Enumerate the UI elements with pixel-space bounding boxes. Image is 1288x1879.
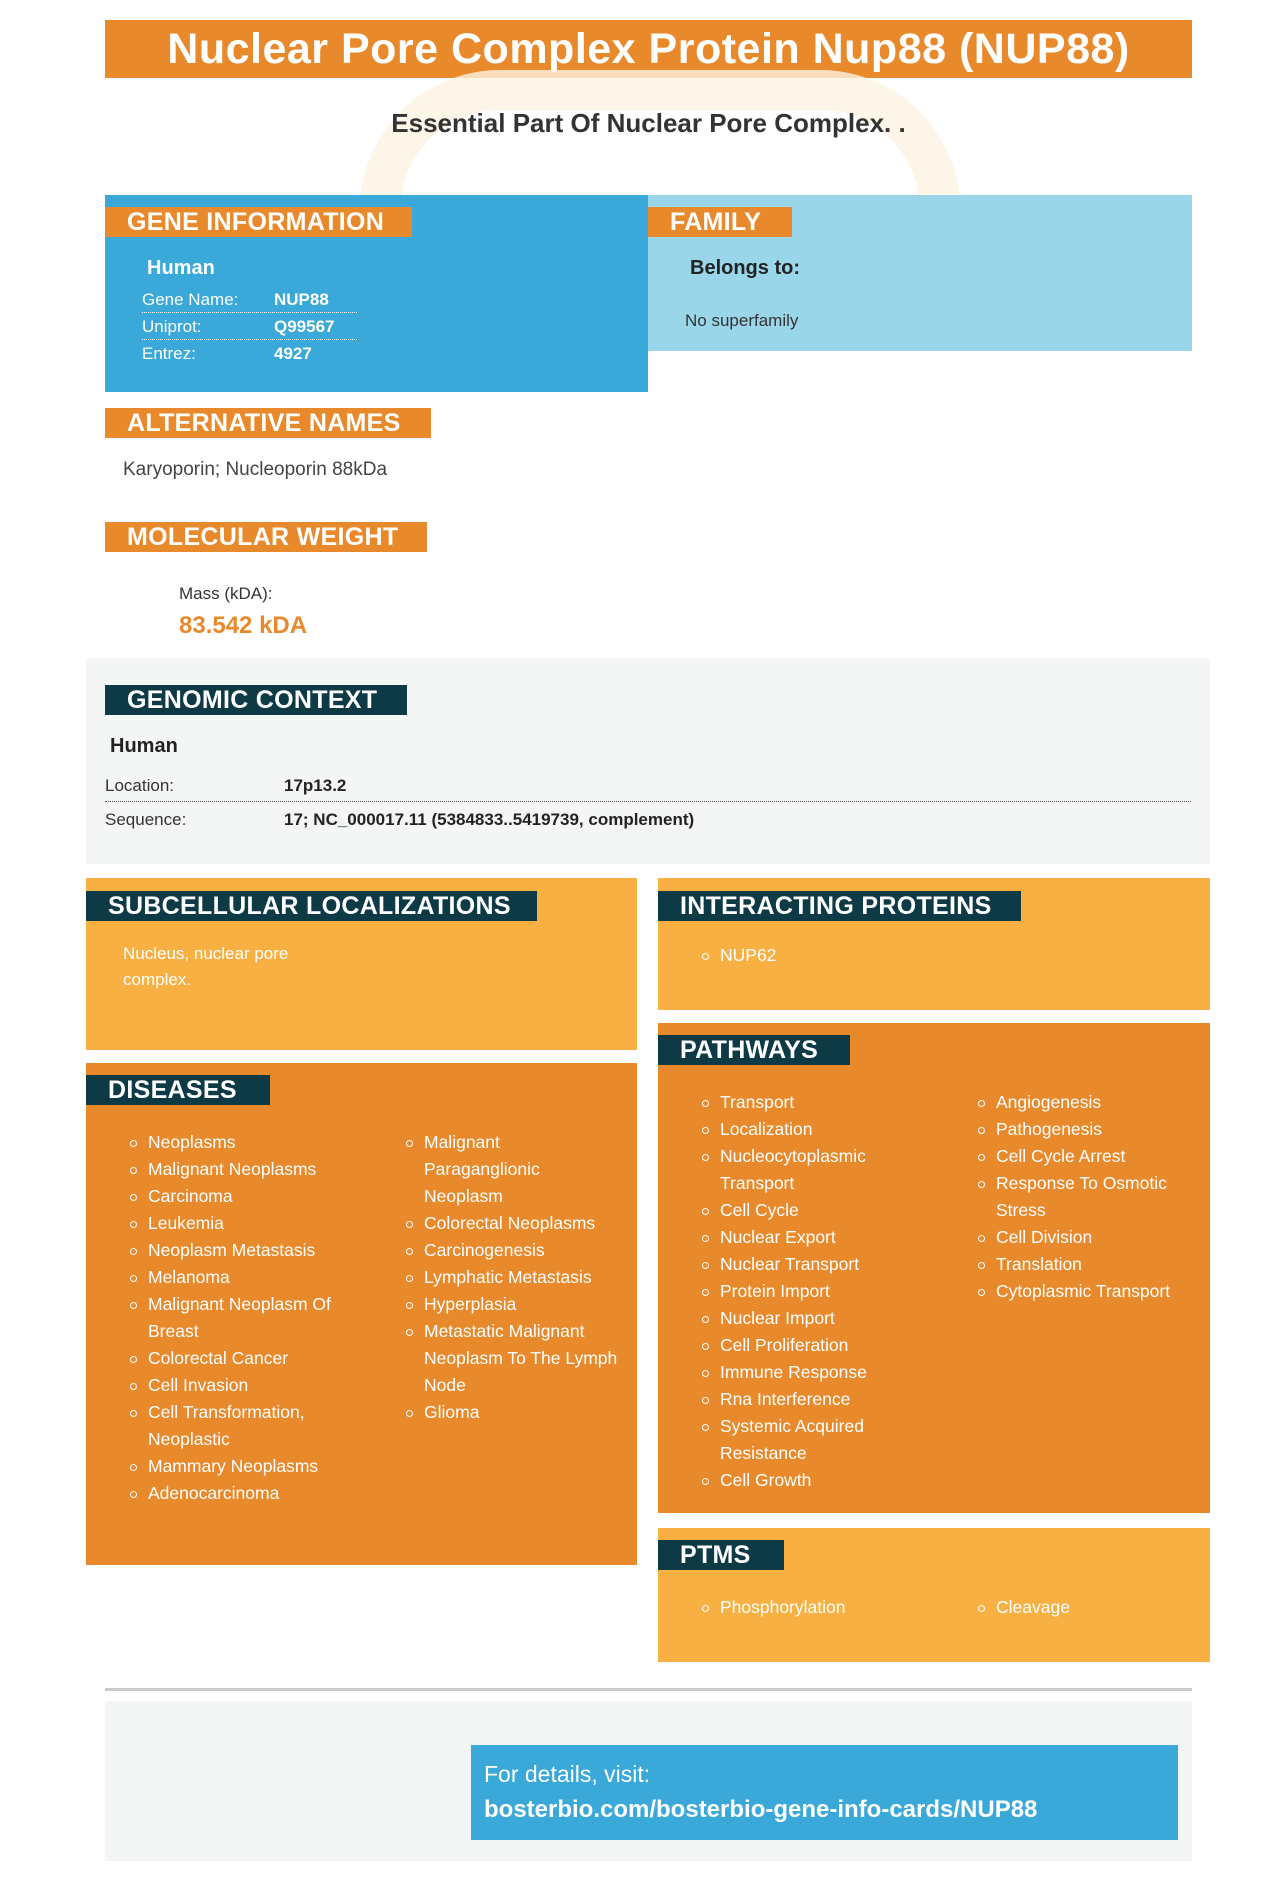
list-item: Colorectal Neoplasms [404, 1210, 630, 1237]
list-item: Carcinoma [128, 1183, 354, 1210]
subcellular-value [123, 941, 288, 993]
diseases-heading: DISEASES [86, 1075, 270, 1105]
genomic-species: Human [110, 735, 178, 757]
list-item: Glioma [404, 1399, 630, 1426]
family-panel [648, 195, 1192, 351]
alternative-names-value: Karyoporin; Nucleoporin 88kDa [123, 459, 388, 480]
list-item: Cell Cycle [700, 1197, 900, 1224]
visit-link[interactable]: bosterbio.com/bosterbio-gene-info-cards/NUP88 [484, 1796, 1038, 1823]
diseases-panel [86, 1063, 637, 1565]
entrez-row [142, 341, 357, 367]
list-item: Hyperplasia [404, 1291, 630, 1318]
list-item: Cell Transformation, Neoplastic [128, 1399, 354, 1453]
list-item: Malignant Paraganglionic Neoplasm [404, 1129, 574, 1210]
list-item: Protein Import [700, 1278, 900, 1305]
list-item: Neoplasms [128, 1129, 354, 1156]
list-item: Pathogenesis [976, 1116, 1191, 1143]
gene-name-label: Gene Name: [142, 290, 239, 309]
pathways-list-col-1 [700, 1089, 900, 1494]
gene-species: Human [147, 257, 215, 279]
interacting-proteins-panel [658, 878, 1210, 1010]
subcellular-heading: SUBCELLULAR LOCALIZATIONS [86, 891, 537, 921]
mass-value: 83.542 kDA [179, 612, 308, 639]
family-belongs-label: Belongs to: [690, 257, 800, 279]
uniprot-row [142, 314, 357, 340]
list-item: Nuclear Import [700, 1305, 900, 1332]
list-item: Transport [700, 1089, 900, 1116]
gene-name-value: NUP88 [274, 290, 329, 309]
entrez-value: 4927 [274, 344, 312, 363]
page-subtitle: Essential Part Of Nuclear Pore Complex. . [391, 108, 906, 138]
watermark-logo [360, 70, 960, 210]
list-item: Lymphatic Metastasis [404, 1264, 630, 1291]
gene-information-heading: GENE INFORMATION [105, 207, 412, 237]
list-item: Localization [700, 1116, 900, 1143]
genomic-context-heading: GENOMIC CONTEXT [105, 685, 407, 715]
location-row [105, 770, 1191, 802]
list-item: Nuclear Export [700, 1224, 900, 1251]
footer-divider [105, 1688, 1192, 1691]
list-item: Cell Growth [700, 1467, 900, 1494]
pathways-list-col-2 [976, 1089, 1191, 1305]
list-item: Metastatic Malignant Neoplasm To The Lymph Node [404, 1318, 630, 1399]
pathways-heading: PATHWAYS [658, 1035, 850, 1065]
list-item: Malignant Neoplasm Of Breast [128, 1291, 354, 1345]
entrez-label: Entrez: [142, 344, 196, 363]
list-item: Neoplasm Metastasis [128, 1237, 354, 1264]
list-item: Cell Proliferation [700, 1332, 900, 1359]
pathways-panel [658, 1023, 1210, 1513]
list-item: Carcinogenesis [404, 1237, 630, 1264]
ptms-panel [658, 1528, 1210, 1662]
sequence-label: Sequence: [105, 810, 187, 829]
diseases-list-col-2 [404, 1129, 630, 1426]
sequence-value: 17; NC_000017.11 (5384833..5419739, complement) [284, 810, 695, 829]
list-item: Adenocarcinoma [128, 1480, 354, 1507]
list-item: Malignant Neoplasms [128, 1156, 354, 1183]
location-value: 17p13.2 [284, 776, 347, 795]
list-item: NUP62 [700, 942, 776, 969]
location-label: Location: [105, 776, 174, 795]
subcellular-line-1: Nucleus, nuclear pore [123, 944, 289, 963]
interacting-proteins-heading: INTERACTING PROTEINS [658, 891, 1021, 921]
page-title: Nuclear Pore Complex Protein Nup88 (NUP88) [105, 20, 1192, 78]
list-item: Cytoplasmic Transport [976, 1278, 1191, 1305]
uniprot-label: Uniprot: [142, 317, 202, 336]
alternative-names-heading: ALTERNATIVE NAMES [105, 408, 431, 438]
subcellular-line-2: complex. [123, 970, 192, 989]
gene-name-row [142, 287, 357, 313]
list-item: Translation [976, 1251, 1191, 1278]
list-item: Angiogenesis [976, 1089, 1191, 1116]
family-value: No superfamily [685, 311, 799, 330]
list-item: Rna Interference [700, 1386, 900, 1413]
subcellular-panel [86, 878, 637, 1050]
list-item: Melanoma [128, 1264, 354, 1291]
diseases-list-col-1 [128, 1129, 354, 1507]
ptms-list-col-1 [700, 1594, 920, 1621]
mass-label: Mass (kDA): [179, 584, 273, 603]
list-item: Cell Invasion [128, 1372, 354, 1399]
list-item: Response To Osmotic Stress [976, 1170, 1191, 1224]
family-heading: FAMILY [648, 207, 792, 237]
visit-details-box[interactable] [471, 1745, 1178, 1840]
uniprot-value: Q99567 [274, 317, 335, 336]
list-item: Phosphorylation [700, 1594, 920, 1621]
sequence-row [105, 806, 1191, 836]
gene-information-panel [105, 195, 648, 392]
interacting-proteins-list [700, 942, 776, 969]
list-item: Systemic Acquired Resistance [700, 1413, 900, 1467]
list-item: Cleavage [976, 1594, 1191, 1621]
list-item: Nucleocytoplasmic Transport [700, 1143, 900, 1197]
ptms-list-col-2 [976, 1594, 1191, 1621]
molecular-weight-heading: MOLECULAR WEIGHT [105, 522, 427, 552]
list-item: Immune Response [700, 1359, 900, 1386]
list-item: Mammary Neoplasms [128, 1453, 354, 1480]
list-item: Colorectal Cancer [128, 1345, 354, 1372]
list-item: Cell Cycle Arrest [976, 1143, 1191, 1170]
list-item: Leukemia [128, 1210, 354, 1237]
genomic-context-panel [86, 658, 1210, 864]
list-item: Nuclear Transport [700, 1251, 900, 1278]
ptms-heading: PTMS [658, 1540, 784, 1570]
visit-label: For details, visit: [484, 1761, 651, 1787]
list-item: Cell Division [976, 1224, 1191, 1251]
